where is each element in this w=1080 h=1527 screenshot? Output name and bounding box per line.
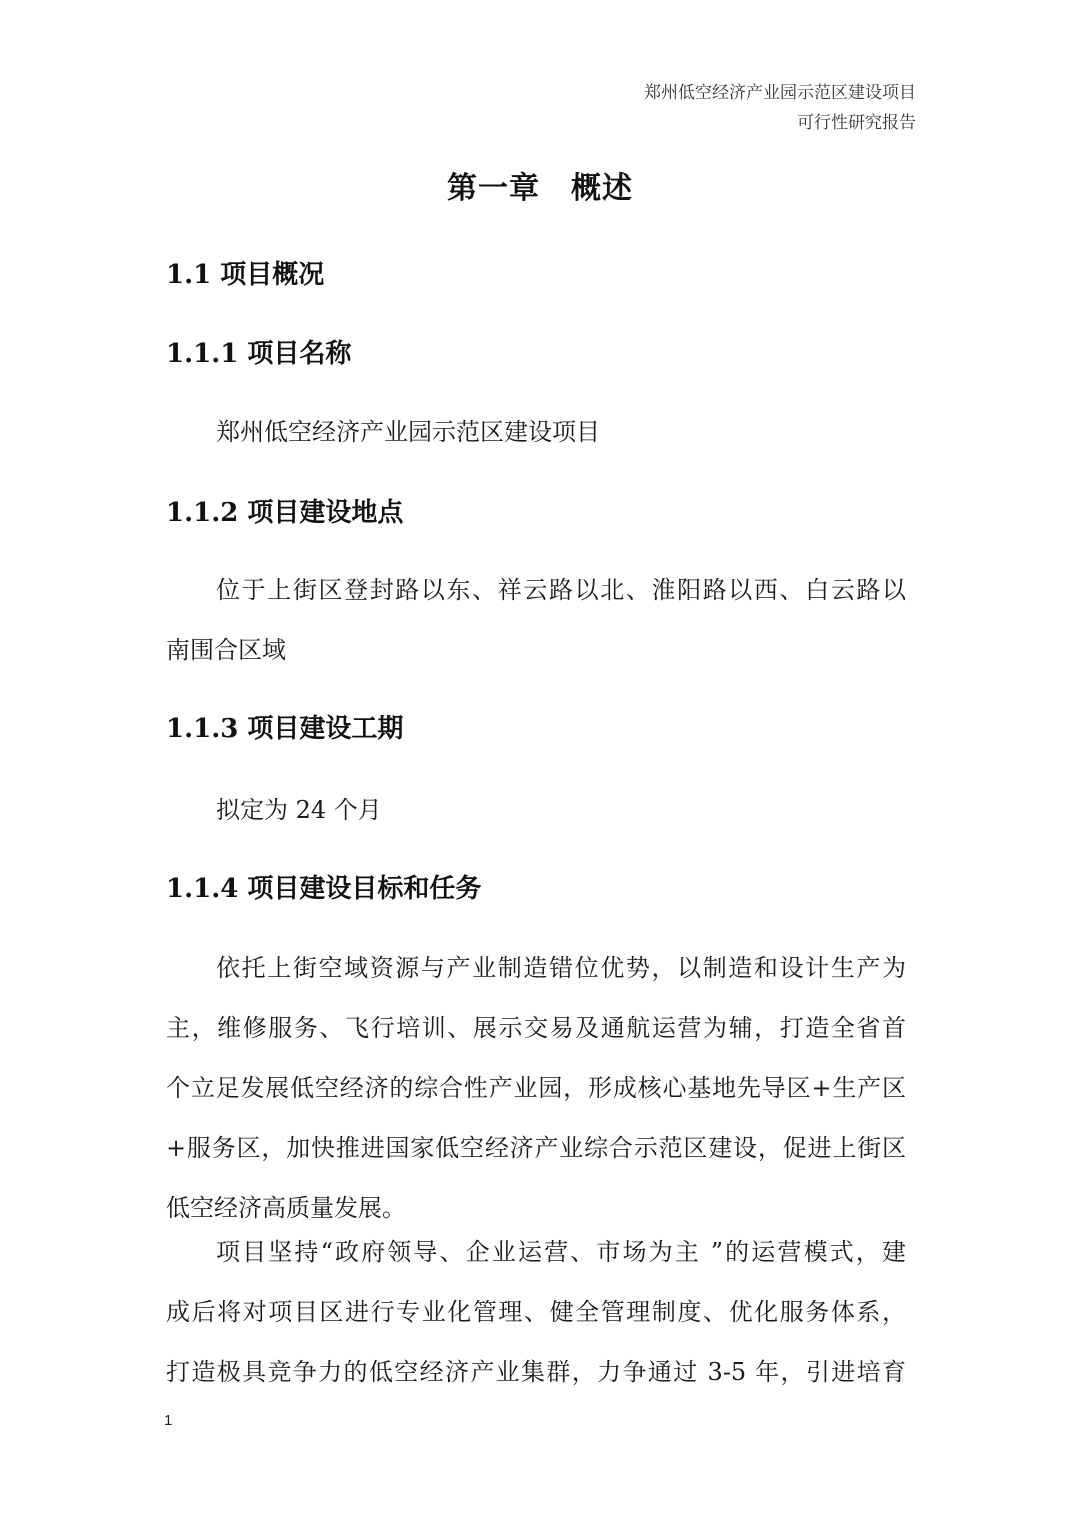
section-heading-1-1-3: 1.1.3 项目建设工期 bbox=[166, 714, 404, 744]
paragraph-line: +服务区，加快推进国家低空经济产业综合示范区建设，促进上街区 bbox=[166, 1134, 906, 1162]
paragraph-line: 打造极具竞争力的低空经济产业集群，力争通过 3-5 年，引进培育 bbox=[166, 1358, 906, 1386]
paragraph-line: 低空经济高质量发展。 bbox=[166, 1194, 406, 1222]
paragraph-line: 南围合区域 bbox=[166, 636, 286, 664]
header-project-title: 郑州低空经济产业园示范区建设项目 bbox=[644, 83, 916, 103]
section-heading-1-1: 1.1 项目概况 bbox=[166, 260, 325, 290]
paragraph-line: 项目坚持“政府领导、企业运营、市场为主 ”的运营模式，建 bbox=[216, 1238, 906, 1266]
goals-paragraph-2 bbox=[166, 1222, 906, 1402]
section-heading-1-1-2: 1.1.2 项目建设地点 bbox=[166, 498, 404, 528]
paragraph-line: 成后将对项目区进行专业化管理、健全管理制度、优化服务体系， bbox=[166, 1298, 906, 1326]
page-number: 1 bbox=[164, 1412, 173, 1429]
section-heading-1-1-4: 1.1.4 项目建设目标和任务 bbox=[166, 874, 482, 904]
paragraph-line: 位于上街区登封路以东、祥云路以北、淮阳路以西、白云路以 bbox=[216, 576, 906, 604]
paragraph-line: 个立足发展低空经济的综合性产业园，形成核心基地先导区+生产区 bbox=[166, 1074, 906, 1102]
running-header bbox=[644, 78, 916, 138]
project-location-paragraph bbox=[166, 560, 906, 680]
paragraph-line: 依托上街空域资源与产业制造错位优势，以制造和设计生产为 bbox=[216, 954, 906, 982]
project-name-text: 郑州低空经济产业园示范区建设项目 bbox=[216, 418, 600, 446]
chapter-title: 第一章 概述 bbox=[447, 171, 633, 206]
section-heading-1-1-1: 1.1.1 项目名称 bbox=[166, 339, 352, 369]
paragraph-line: 主，维修服务、飞行培训、展示交易及通航运营为辅，打造全省首 bbox=[166, 1014, 906, 1042]
header-report-type: 可行性研究报告 bbox=[797, 113, 916, 133]
goals-paragraph-1 bbox=[166, 938, 906, 1238]
project-duration-text: 拟定为 24 个月 bbox=[216, 796, 382, 824]
